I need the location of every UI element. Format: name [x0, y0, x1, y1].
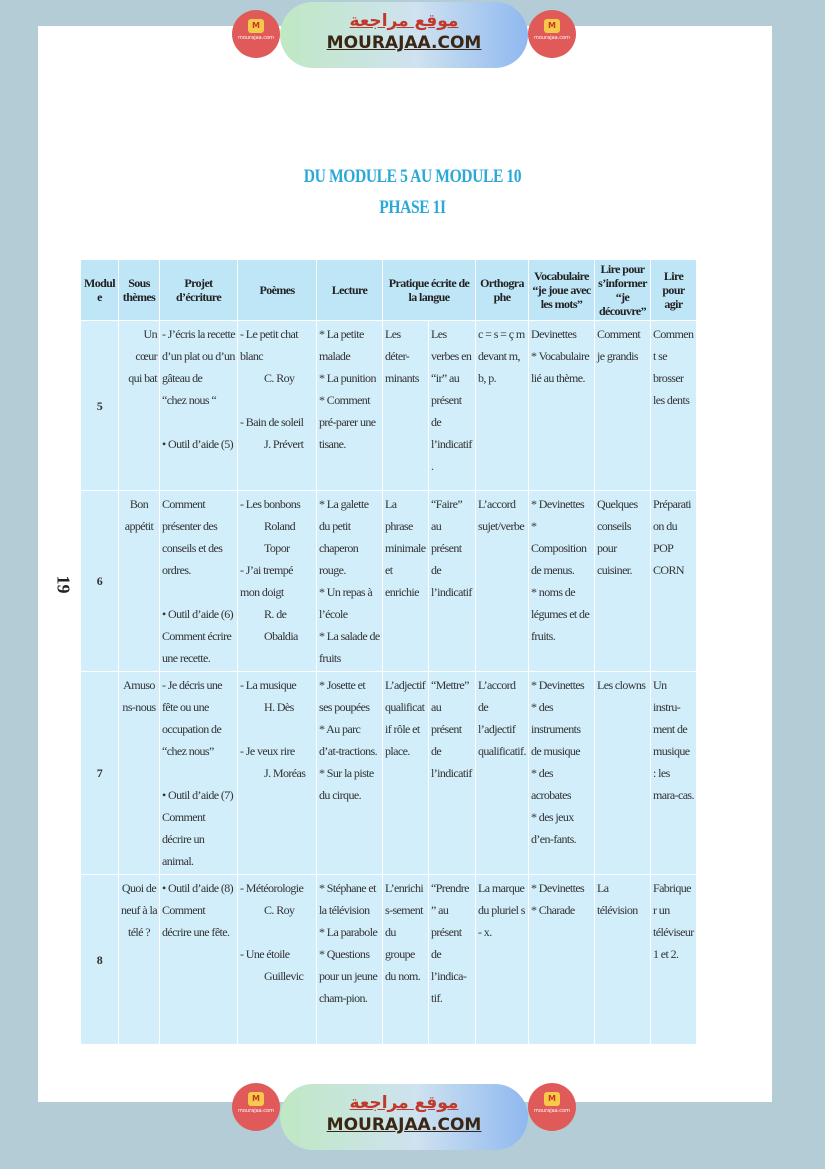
poem-line: - Le petit chat blanc [240, 327, 298, 363]
site-logo-icon: M mourajaa.com [528, 1083, 576, 1131]
site-name: MOURAJAA.COM [326, 33, 482, 53]
poem-line: Guillevic [264, 969, 304, 983]
vocabulary-line: * Composition de menus. [531, 519, 587, 577]
poem-line: Roland Topor [264, 519, 296, 555]
header-lecture: Lecture [317, 260, 383, 321]
read-to-inform-value: Quelques conseils pour cuisiner. [597, 497, 638, 577]
site-arabic-name: موقع مراجعة [349, 11, 459, 31]
reading-line: * Sur la piste du cirque. [319, 766, 374, 802]
sub-theme-value: Amusons-nous [122, 678, 156, 714]
read-to-inform [595, 672, 651, 875]
site-banner-top[interactable] [280, 2, 528, 68]
read-to-inform-value: Comment je grandis [597, 327, 641, 363]
read-to-inform [595, 321, 651, 491]
site-logo-icon: M mourajaa.com [232, 10, 280, 58]
vocabulary [529, 491, 595, 672]
vocabulary-line: * Charade [531, 903, 575, 917]
poems [238, 672, 317, 875]
page-subtitle: PHASE 1I [379, 197, 446, 218]
vocabulary-line: * des jeux d’en-fants. [531, 810, 577, 846]
language-practice-value: Les verbes en “ir” au présent de l’indicatif. [431, 327, 472, 473]
language-practice-value: “Faire” au présent de l’indicatif [431, 497, 472, 599]
poem-line: C. Roy [264, 371, 295, 385]
header-vocabulaire: Vocabulaire “je joue avec les mots” [529, 260, 595, 321]
poem-line: - J’ai trempé mon doigt [240, 563, 293, 599]
read-to-act-value: Fabriquer un téléviseur 1 et 2. [653, 881, 694, 961]
spelling-value: L’accord de l’adjectif qualificatif. [478, 678, 526, 758]
page-title: DU MODULE 5 AU MODULE 10 [303, 166, 522, 187]
writing-project-line: • Outil d’aide (5) [162, 437, 234, 451]
table-row [81, 321, 697, 491]
sub-theme [119, 875, 160, 1045]
site-logo-icon: M mourajaa.com [528, 10, 576, 58]
language-practice-1 [383, 491, 429, 672]
poems [238, 321, 317, 491]
vocabulary-line: * Devinettes [531, 678, 585, 692]
reading-line: * La parabole [319, 925, 378, 939]
spelling [476, 491, 529, 672]
table-row [81, 875, 697, 1045]
read-to-inform [595, 491, 651, 672]
read-to-inform-value: La télévision [597, 881, 638, 917]
vocabulary [529, 672, 595, 875]
poem-line: - La musique [240, 678, 297, 692]
reading-line: * Comment pré-parer une tisane. [319, 393, 376, 451]
writing-project-line: Comment présenter des conseils et des ordres. [162, 497, 223, 577]
poem-line: - Une étoile [240, 947, 290, 961]
reading-line: * Un repas à l’école [319, 585, 373, 621]
language-practice-value: L’enrichis-sement du groupe du nom. [385, 881, 424, 983]
poem-line: H. Dès [264, 700, 294, 714]
language-practice-1 [383, 321, 429, 491]
poem-line: C. Roy [264, 903, 295, 917]
header-lire-informer: Lire pour s’informer “je découvre” [595, 260, 651, 321]
poem-line: - Météorologie [240, 881, 304, 895]
reading-line: * Questions pour un jeune cham-pion. [319, 947, 378, 1005]
module-number-value: 5 [96, 398, 103, 413]
reading [317, 672, 383, 875]
sub-theme-value: Quoi de neuf à la télé ? [121, 881, 157, 939]
writing-project-line: - J’écris la recette d’un plat ou d’un gâteau de [162, 327, 235, 385]
reading-line: * Josette et ses poupées [319, 678, 370, 714]
language-practice-2 [429, 875, 476, 1045]
writing-project-line: - Je décris une fête ou une occupation de “chez nous” [162, 678, 222, 758]
site-name: MOURAJAA.COM [326, 1115, 482, 1135]
curriculum-table [80, 259, 697, 1045]
read-to-act [651, 875, 697, 1045]
reading-line: * La punition [319, 371, 376, 385]
sub-theme [119, 491, 160, 672]
page-number: 19 [53, 575, 74, 594]
sub-theme [119, 672, 160, 875]
language-practice-value: L’adjectif qualificatif rôle et place. [385, 678, 426, 758]
poem-line: J. Moréas [264, 766, 306, 780]
read-to-act [651, 491, 697, 672]
writing-project [160, 491, 238, 672]
language-practice-value: “Prendre” au présent de l’indica-tif. [431, 881, 469, 1005]
language-practice-2 [429, 672, 476, 875]
vocabulary-line: * Devinettes [531, 497, 585, 511]
language-practice-1 [383, 875, 429, 1045]
header-pratique: Pratique écrite de la langue [383, 260, 476, 321]
site-banner-bottom[interactable] [280, 1084, 528, 1150]
spelling-value: La marque du pluriel s - x. [478, 881, 525, 939]
writing-project-line: • Outil d’aide (6) Comment écrire une recette. [162, 607, 234, 665]
spelling [476, 321, 529, 491]
language-practice-2 [429, 491, 476, 672]
sub-theme-value: Bon appétit [124, 497, 154, 533]
poems [238, 491, 317, 672]
vocabulary-line: * Devinettes [531, 881, 585, 895]
reading-line: * La galette du petit chaperon rouge. [319, 497, 369, 577]
sub-theme [119, 321, 160, 491]
header-orthographe: Orthographe [476, 260, 529, 321]
site-logo-icon: M mourajaa.com [232, 1083, 280, 1131]
poem-line: J. Prévert [264, 437, 304, 451]
writing-project-line: • Outil d’aide (8) Comment décrire une fête. [162, 881, 234, 939]
reading-line: * Stéphane et la télévision [319, 881, 376, 917]
spelling-value: L’accord sujet/verbe [478, 497, 525, 533]
module-number [81, 491, 119, 672]
language-practice-value: La phrase minimale et enrichie [385, 497, 426, 599]
writing-project [160, 321, 238, 491]
table-row [81, 672, 697, 875]
read-to-inform [595, 875, 651, 1045]
site-arabic-name: موقع مراجعة [349, 1093, 459, 1113]
language-practice-2 [429, 321, 476, 491]
reading-line: * La petite malade [319, 327, 364, 363]
module-number [81, 875, 119, 1045]
vocabulary-line: * noms de légumes et de fruits. [531, 585, 590, 643]
module-number [81, 321, 119, 491]
header-module: Module [81, 260, 119, 321]
writing-project-line: “chez nous “ [162, 393, 217, 407]
read-to-act [651, 321, 697, 491]
vocabulary-line: * Vocabulaire lié au thème. [531, 349, 590, 385]
header-poemes: Poèmes [238, 260, 317, 321]
poem-line: - Je veux rire [240, 744, 295, 758]
reading [317, 491, 383, 672]
language-practice-1 [383, 672, 429, 875]
vocabulary [529, 321, 595, 491]
read-to-inform-value: Les clowns [597, 678, 646, 692]
poem-line: - Les bonbons [240, 497, 301, 511]
reading-line: * Au parc d’at-tractions. [319, 722, 377, 758]
writing-project [160, 875, 238, 1045]
read-to-act-value: Un instru-ment de musique : les mara-cas. [653, 678, 694, 802]
writing-project-line: • Outil d’aide (7) Comment décrire un animal. [162, 788, 234, 868]
header-sous-themes: Sous thèmes [119, 260, 160, 321]
spelling [476, 672, 529, 875]
module-number-value: 7 [96, 766, 103, 780]
module-number-value: 8 [96, 952, 103, 967]
reading-line: * La salade de fruits [319, 629, 380, 665]
header-projet: Projet d’écriture [160, 260, 238, 321]
header-lire-agir: Lire pour agir [651, 260, 697, 321]
module-number [81, 672, 119, 875]
table-row [81, 491, 697, 672]
vocabulary-line: Devinettes [531, 327, 577, 341]
poems [238, 875, 317, 1045]
spelling-value: c = s = ç m devant m, b, p. [478, 327, 525, 385]
module-number-value: 6 [96, 574, 103, 588]
table-body [81, 321, 697, 1045]
vocabulary-line: * des instruments de musique [531, 700, 581, 758]
poem-line: R. de Obaldia [264, 607, 298, 643]
read-to-act-value: Préparation du POP CORN [653, 497, 691, 577]
poem-line: - Bain de soleil [240, 415, 304, 429]
vocabulary-line: * des acrobates [531, 766, 571, 802]
writing-project [160, 672, 238, 875]
read-to-act [651, 672, 697, 875]
sub-theme-value: Un cœur qui bat [128, 327, 157, 385]
spelling [476, 875, 529, 1045]
reading [317, 321, 383, 491]
read-to-act-value: Comment se brosser les dents [653, 327, 694, 407]
language-practice-value: Les déter-minants [385, 327, 419, 385]
reading [317, 875, 383, 1045]
language-practice-value: “Mettre” au présent de l’indicatif [431, 678, 472, 780]
vocabulary [529, 875, 595, 1045]
